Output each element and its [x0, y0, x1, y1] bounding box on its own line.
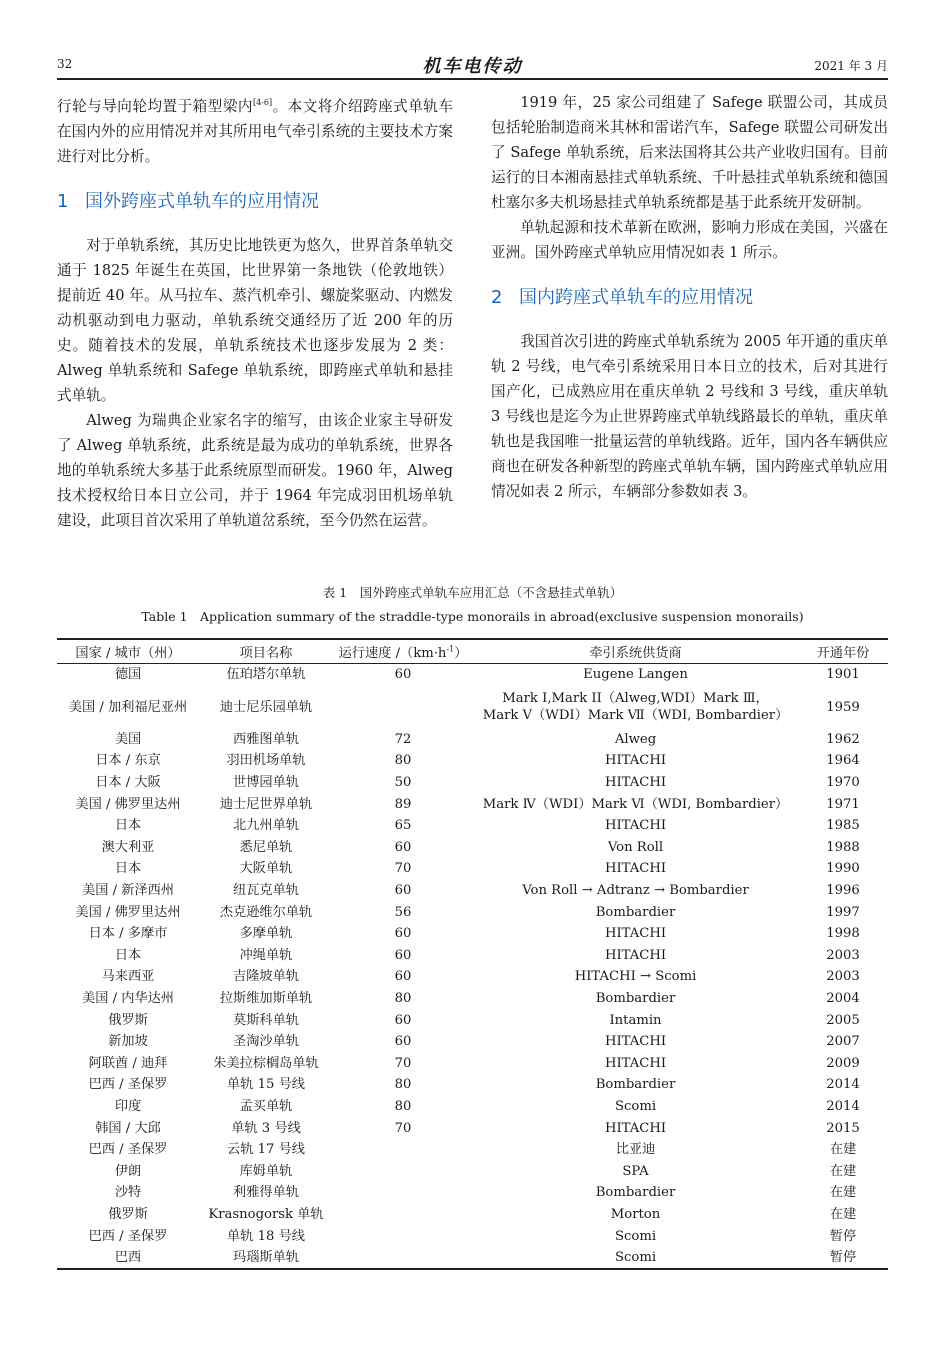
cell-project: 朱美拉棕榈岛单轨 [213, 1055, 319, 1071]
cell-year: 2014 [826, 1077, 860, 1093]
cell-supplier: HITACHI [604, 1034, 667, 1050]
cell-supplier: HITACHI [604, 818, 667, 834]
cell-speed: 80 [394, 1077, 412, 1093]
table-row [57, 664, 888, 686]
cell-supplier: Bombardier [595, 904, 676, 920]
cell-country: 日本 / 东京 [95, 753, 161, 769]
cell-supplier: Bombardier [595, 1185, 676, 1201]
header-speed: 运行速度 $/(km\cdot h^{-1})$ [333, 639, 473, 664]
table-row [57, 1117, 888, 1139]
paragraph: Alweg 为瑞典企业家名字的缩写，由该企业家主导研发了 Alweg 单轨系统，此系统是最为成功的单轨系统，世界各地的单轨系统大多基于此系统原型而研发。1960 年，Alweg 技术授权给日本日立公司，并于 1964 年完成羽田机场单轨建设，此项目首次采用了单轨道岔系统，至今仍然在运营。 [57, 411, 453, 529]
cell-supplier: HITACHI [604, 1055, 667, 1071]
cell-project: 纽瓦克单轨 [233, 883, 299, 899]
cell-country: 阿联酋 / 迪拜 [88, 1055, 168, 1071]
cell-speed: 72 [394, 731, 412, 747]
cell-speed: 80 [394, 1098, 412, 1114]
cell-project: 大阪单轨 [239, 861, 293, 877]
cell-year: 1970 [826, 775, 860, 791]
cell-country: 美国 / 内华达州 [82, 991, 174, 1007]
cell-project: 单轨 18 号线 [227, 1228, 305, 1244]
cell-supplier: Scomi [614, 1098, 657, 1114]
cell-country: 巴西 / 圣保罗 [88, 1077, 168, 1093]
cell-speed: 60 [394, 969, 412, 985]
table-row [57, 1139, 888, 1161]
cell-supplier: Mark I,Mark II（Alweg,WDI）Mark Ⅲ， Mark Ⅴ（WDI）Mark Ⅶ（WDI, Bombardier） [482, 691, 789, 724]
cell-supplier: HITACHI → Scomi [574, 969, 697, 985]
cell-country: 沙特 [114, 1185, 142, 1201]
cell-project: 伍珀塔尔单轨 [226, 667, 306, 683]
cell-country: 美国 / 佛罗里达州 [75, 796, 181, 812]
table-header-row [57, 639, 888, 664]
cell-speed [333, 686, 473, 729]
paragraph: 单轨起源和技术革新在欧洲，影响力形成在美国，兴盛在亚洲。国外跨座式单轨应用情况如表 1 所示。 [491, 219, 888, 261]
cell-country: 德国 [114, 667, 142, 683]
cell-country: 俄罗斯 [108, 1206, 148, 1222]
header-project: 项目名称 [199, 639, 333, 664]
cell-country: 巴西 [114, 1250, 142, 1266]
cell-supplier: HITACHI [604, 1120, 667, 1136]
paragraph: 我国首次引进的跨座式单轨系统为 2005 年开通的重庆单轨 2 号线，电气牵引系统采用日本日立的技术，后对其进行国产化，已成熟应用在重庆单轨 2 号线和 3 号线，重庆单轨 3 号线也是迄今为止世界跨座式单轨线路最长的单轨，重庆单轨也是我国唯一批量运营的单轨线路。近年，国内各车辆供应商也在研发各种新型的跨座式单轨车辆，国内跨座式单轨应用情况如表 2 所示，车辆部分参数如表 3。 [491, 333, 888, 500]
cell-year: 1964 [826, 753, 860, 769]
cell-project: 孟买单轨 [239, 1098, 293, 1114]
cell-speed: 60 [394, 883, 412, 899]
cell-year: 在建 [829, 1185, 857, 1201]
cell-project: 单轨 15 号线 [227, 1077, 305, 1093]
cell-speed [333, 1139, 473, 1161]
cell-year: 2003 [826, 947, 860, 963]
cell-speed: 60 [394, 947, 412, 963]
cell-year: 1997 [826, 904, 860, 920]
cell-year: 2003 [826, 969, 860, 985]
cell-speed [333, 1204, 473, 1226]
section-heading-2: 2 国内跨座式单轨车的应用情况 [491, 287, 753, 308]
cell-supplier: Mark Ⅳ（WDI）Mark Ⅵ（WDI, Bombardier） [482, 796, 789, 812]
cell-country: 日本 [114, 947, 142, 963]
cell-supplier: HITACHI [604, 947, 667, 963]
cell-supplier: HITACHI [604, 775, 667, 791]
cell-speed: 56 [394, 904, 412, 920]
cell-speed: 60 [394, 839, 412, 855]
cell-supplier: Morton [610, 1206, 661, 1222]
cell-year: 1901 [826, 667, 860, 683]
table-row [57, 1053, 888, 1075]
cell-year: 暂停 [829, 1228, 857, 1244]
cell-country: 日本 / 大阪 [95, 775, 161, 791]
cell-project: 单轨 3 号线 [231, 1120, 301, 1136]
table-row [57, 988, 888, 1010]
cell-project: 迪士尼世界单轨 [219, 796, 313, 812]
section-heading-1: 1 国外跨座式单轨车的应用情况 [57, 190, 319, 212]
cell-supplier: 比亚迪 [615, 1142, 656, 1158]
cell-speed: 70 [394, 1120, 412, 1136]
cell-year: 2015 [826, 1120, 860, 1136]
page-header [57, 52, 888, 78]
cell-country: 美国 / 加利福尼亚州 [68, 699, 188, 715]
left-column [57, 90, 453, 533]
cell-supplier: Intamin [609, 1012, 662, 1028]
cell-project: 世博园单轨 [233, 775, 299, 791]
table-row [57, 945, 888, 967]
cell-speed: 80 [394, 753, 412, 769]
table-row [57, 729, 888, 751]
cell-project: 拉斯维加斯单轨 [219, 991, 313, 1007]
application-table [57, 638, 888, 1270]
cell-country: 伊朗 [114, 1163, 142, 1179]
cell-supplier: HITACHI [604, 861, 667, 877]
cell-project: 利雅得单轨 [233, 1185, 299, 1201]
cell-year: 1988 [826, 839, 860, 855]
table-row [57, 750, 888, 772]
cell-year: 1959 [826, 699, 860, 715]
cell-project: 多摩单轨 [239, 926, 293, 942]
header-rule [57, 78, 888, 80]
cell-supplier: Scomi [614, 1228, 657, 1244]
cell-year: 在建 [829, 1163, 857, 1179]
cell-project: 西雅图单轨 [233, 731, 299, 747]
cell-country: 澳大利亚 [101, 839, 155, 855]
cell-country: 日本 [114, 861, 142, 877]
cell-supplier: Bombardier [595, 991, 676, 1007]
cell-speed [333, 1225, 473, 1247]
cell-country: 巴西 / 圣保罗 [88, 1142, 168, 1158]
cell-year: 1990 [826, 861, 860, 877]
cell-speed: 60 [394, 926, 412, 942]
cell-project: 迪士尼乐园单轨 [219, 699, 313, 715]
cell-year: 2005 [826, 1012, 860, 1028]
page-number: 32 [57, 57, 73, 71]
citation: [4-6] [252, 98, 273, 107]
cell-speed [333, 1160, 473, 1182]
cell-country: 日本 [114, 818, 142, 834]
cell-year: 暂停 [829, 1250, 857, 1266]
cell-project: 库姆单轨 [239, 1163, 293, 1179]
cell-country: 美国 / 佛罗里达州 [75, 904, 181, 920]
table-row [57, 1031, 888, 1053]
cell-project: 云轨 17 号线 [227, 1142, 305, 1158]
cell-project: 莫斯科单轨 [233, 1012, 299, 1028]
cell-country: 美国 [114, 731, 142, 747]
cell-year: 1962 [826, 731, 860, 747]
cell-speed: 60 [394, 1012, 412, 1028]
cell-supplier: Scomi [614, 1250, 657, 1266]
paragraph: 1919 年，25 家公司组建了 Safege 联盟公司，其成员包括轮胎制造商米其林和雷诺汽车，Safege 联盟公司研发出了 Safege 单轨系统，后来法国将其公共产业收归国有。目前运行的日本湘南悬挂式单轨系统、千叶悬挂式单轨系统和德国杜塞尔多夫机场悬挂式单轨系统都是基于此系统开发研制。 [491, 94, 888, 211]
header-year: 开通年份 [798, 639, 888, 664]
table-row [57, 793, 888, 815]
cell-speed: 50 [394, 775, 412, 791]
cell-country: 巴西 / 圣保罗 [88, 1228, 168, 1244]
header-country: 国家 / 城市（州） [57, 639, 199, 664]
cell-supplier: Von Roll → Adtranz → Bombardier [522, 883, 749, 899]
cell-speed: 80 [394, 991, 412, 1007]
table-caption-en: Table 1 Application summary of the straddle-type monorails in abroad(exclusive suspension monorails) [141, 609, 804, 624]
table-row [57, 837, 888, 859]
table-row [57, 1096, 888, 1118]
table-row [57, 1074, 888, 1096]
cell-speed [333, 1247, 473, 1270]
cell-project: 羽田机场单轨 [226, 753, 306, 769]
table-row [57, 1247, 888, 1270]
cell-country: 日本 / 多摩市 [88, 926, 168, 942]
right-column [491, 90, 888, 504]
cell-country: 韩国 / 大邱 [95, 1120, 161, 1136]
paragraph: 对于单轨系统，其历史比地铁更为悠久，世界首条单轨交通于 1825 年诞生在英国，比世界第一条地铁（伦敦地铁）提前近 40 年。从马拉车、蒸汽机牵引、螺旋桨驱动、内燃发动机驱动到电力驱动，单轨系统交通经历了近 200 年的历史。随着技术的发展，单轨系统技术也逐步发展为 2 类：Alweg 单轨系统和 Safege 单轨系统，即跨座式单轨和悬挂式单轨。 [57, 236, 453, 404]
table-caption-cn: 表 1 国外跨座式单轨车应用汇总（不含悬挂式单轨） [322, 585, 623, 600]
cell-supplier: Bombardier [595, 1077, 676, 1093]
cell-supplier: Alweg [614, 731, 657, 747]
table-row [57, 1160, 888, 1182]
cell-project: Krasnogorsk 单轨 [208, 1206, 324, 1222]
cell-year: 2007 [826, 1034, 860, 1050]
cell-year: 2014 [826, 1098, 860, 1114]
cell-project: 吉隆坡单轨 [233, 969, 299, 985]
cell-speed: 60 [394, 1034, 412, 1050]
cell-supplier: HITACHI [604, 926, 667, 942]
cell-year: 1985 [826, 818, 860, 834]
cell-supplier: SPA [622, 1163, 649, 1179]
cell-country: 印度 [114, 1098, 142, 1114]
journal-title: 机车电传动 [422, 56, 523, 77]
cell-country: 俄罗斯 [108, 1012, 148, 1028]
cell-speed [333, 1182, 473, 1204]
table-row [57, 901, 888, 923]
table-row [57, 966, 888, 988]
cell-speed: 65 [394, 818, 412, 834]
cell-country: 新加坡 [108, 1034, 148, 1050]
cell-supplier: Von Roll [607, 839, 664, 855]
table-row [57, 772, 888, 794]
table-row [57, 923, 888, 945]
paragraph-intro: 行轮与导向轮均置于箱型梁内[4-6]。本文将介绍跨座式单轨车在国内外的应用情况并对其所用电气牵引系统的主要技术方案进行对比分析。 [57, 97, 453, 165]
cell-project: 北九州单轨 [233, 818, 299, 834]
cell-year: 在建 [829, 1206, 857, 1222]
cell-project: 冲绳单轨 [239, 947, 293, 963]
cell-year: 2004 [826, 991, 860, 1007]
cell-project: 玛瑙斯单轨 [233, 1250, 299, 1266]
table-row [57, 880, 888, 902]
cell-supplier: HITACHI [604, 753, 667, 769]
table-row [57, 1009, 888, 1031]
cell-project: 杰克逊维尔单轨 [219, 904, 313, 920]
table-row [57, 1225, 888, 1247]
cell-speed: 70 [394, 861, 412, 877]
cell-year: 1998 [826, 926, 860, 942]
cell-speed: 70 [394, 1055, 412, 1071]
cell-year: 2009 [826, 1055, 860, 1071]
cell-project: 圣淘沙单轨 [233, 1034, 299, 1050]
table-row [57, 815, 888, 837]
cell-speed: 60 [394, 667, 412, 683]
header-supplier: 牵引系统供货商 [473, 639, 798, 664]
cell-year: 1971 [826, 796, 860, 812]
cell-country: 马来西亚 [101, 969, 155, 985]
cell-country: 美国 / 新泽西州 [82, 883, 174, 899]
cell-year: 1996 [826, 883, 860, 899]
table-row [57, 686, 888, 729]
cell-year: 在建 [829, 1142, 857, 1158]
issue-date: 2021 年 3 月 [814, 59, 888, 73]
table-row [57, 1182, 888, 1204]
cell-supplier: Eugene Langen [583, 667, 688, 683]
cell-speed: 89 [394, 796, 412, 812]
cell-project: 悉尼单轨 [239, 839, 293, 855]
table-row [57, 858, 888, 880]
table-row [57, 1204, 888, 1226]
